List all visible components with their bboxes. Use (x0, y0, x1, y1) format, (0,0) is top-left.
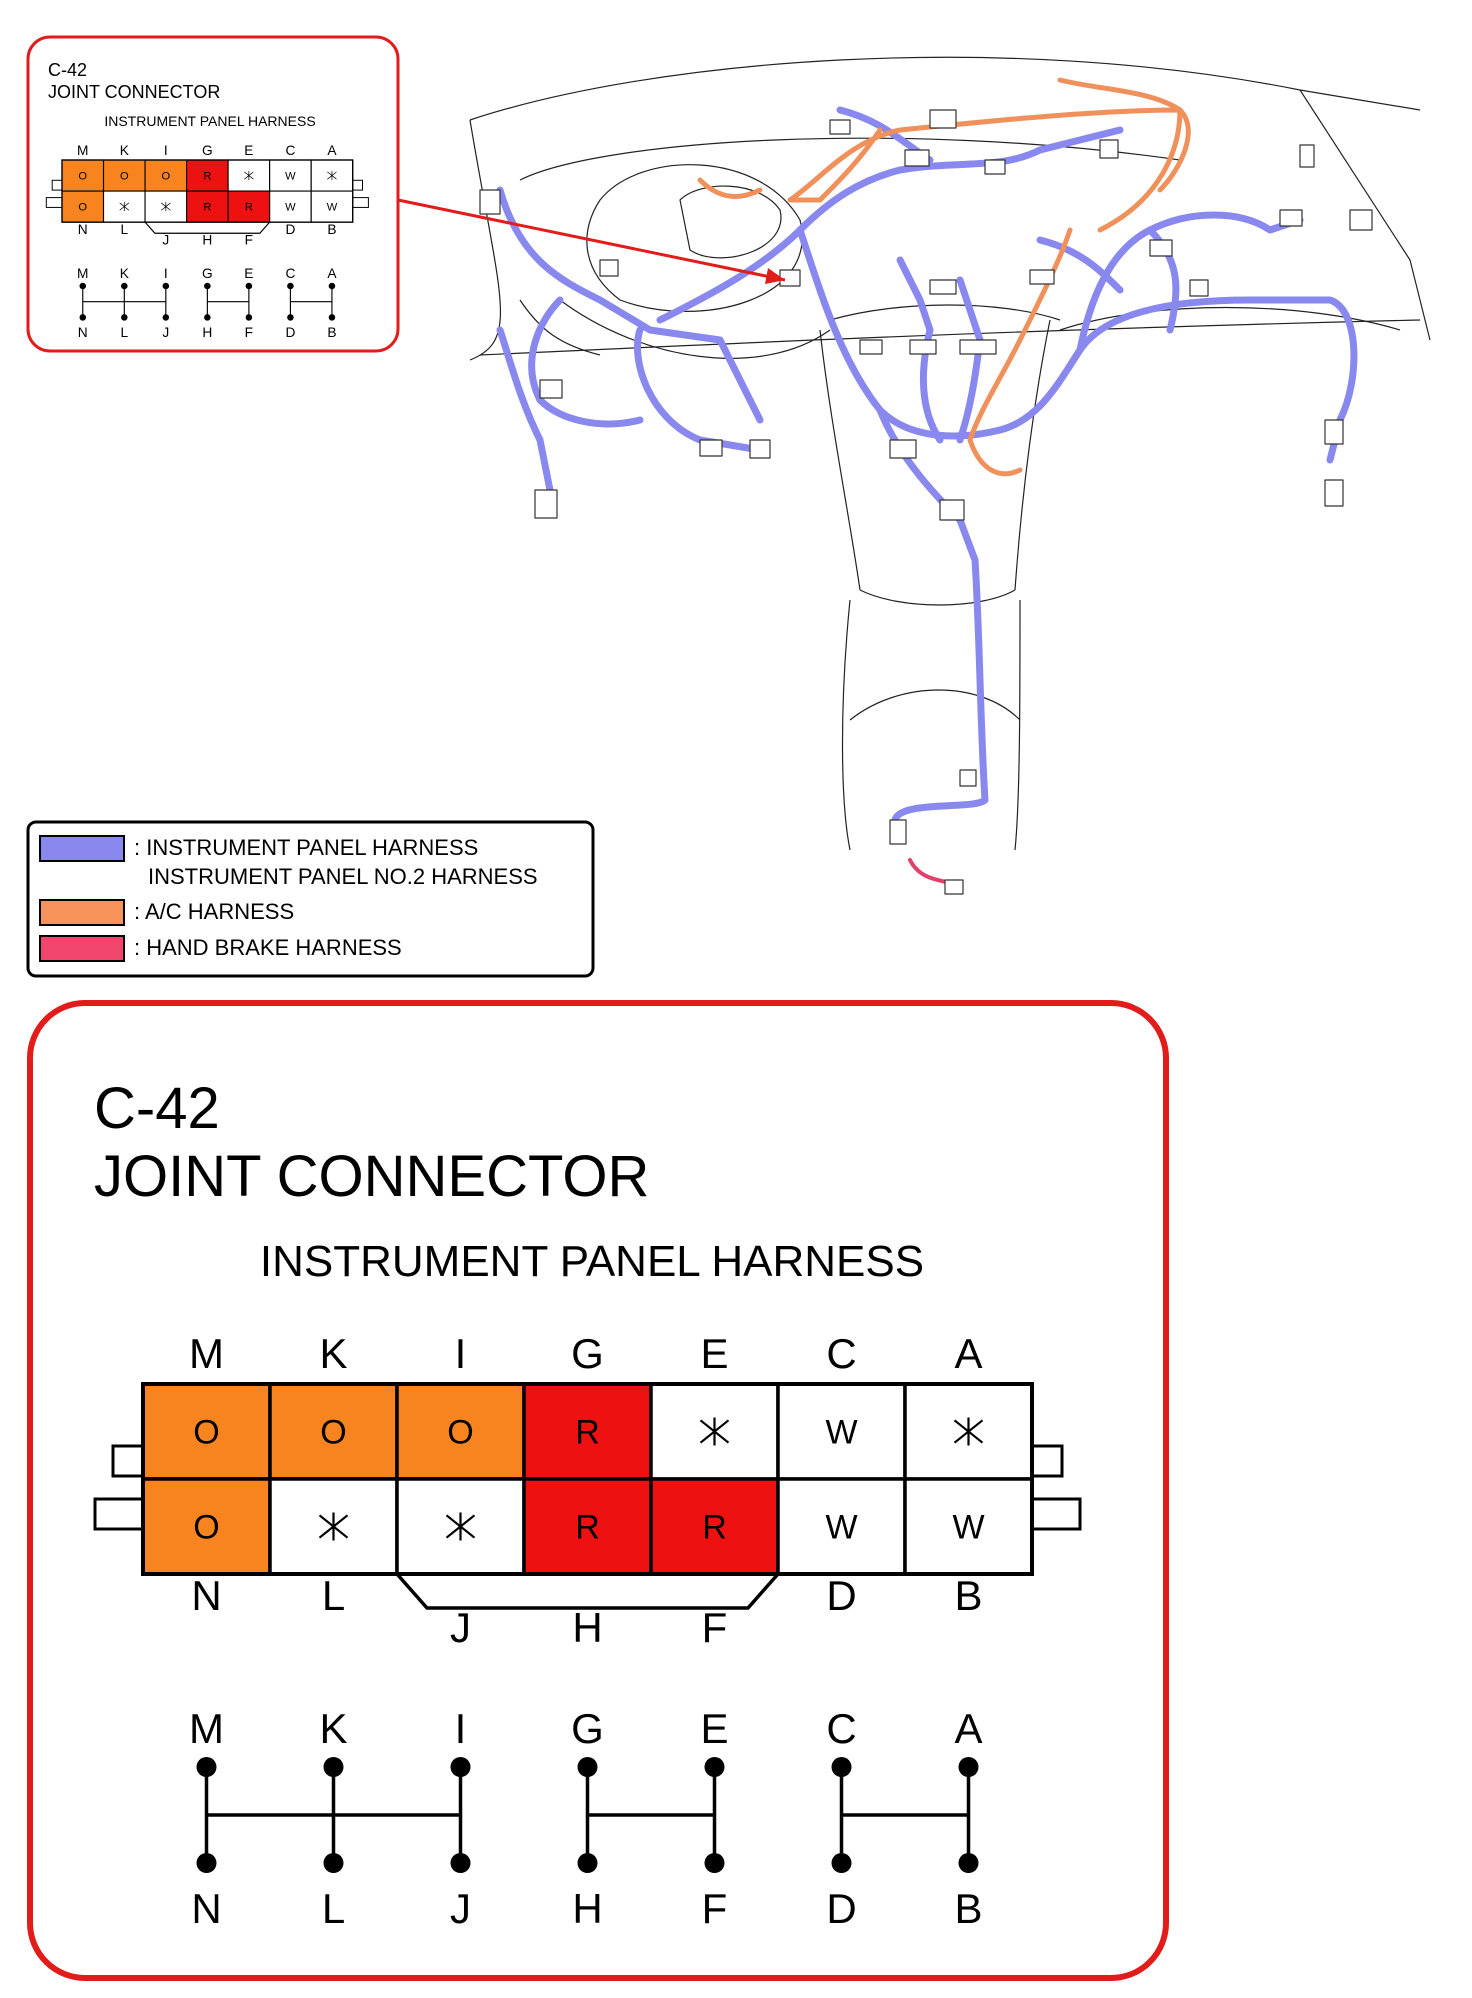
legend-label-instrument-panel-no2: INSTRUMENT PANEL NO.2 HARNESS (148, 864, 538, 889)
schematic-label-I: I (454, 1705, 467, 1752)
pin-label-N: N (191, 1572, 222, 1619)
wire-color-G: R (203, 170, 212, 183)
pin-dot-J (163, 314, 170, 321)
left-tab-upper (113, 1446, 143, 1476)
inset-connector-id: C-42 (48, 60, 88, 80)
left-tab-lower (95, 1499, 143, 1529)
wire-color-B: W (952, 1508, 985, 1547)
dashboard-harness-illustration (470, 57, 1430, 850)
schematic-label-G: G (571, 1705, 604, 1752)
legend-swatch-ac (40, 900, 124, 925)
schematic-label-K: K (319, 1705, 348, 1752)
pin-dot-M (79, 283, 86, 290)
legend-swatch-instrument-panel (40, 836, 124, 861)
wire-color-I: O (161, 170, 171, 183)
legend-label-ac: : A/C HARNESS (134, 899, 295, 924)
schematic-label-N: N (191, 1885, 222, 1932)
pin-label-F: F (244, 232, 254, 248)
wire-color-D: W (825, 1508, 858, 1547)
pin-dot-N (79, 314, 86, 321)
wire-color-C: W (285, 170, 296, 183)
detail-harness-name: INSTRUMENT PANEL HARNESS (259, 1237, 925, 1286)
pin-label-J: J (450, 1604, 471, 1651)
pin-label-H: H (202, 232, 213, 248)
schematic-label-C: C (285, 266, 296, 282)
right-tab-upper (1032, 1446, 1062, 1476)
pin-dot-F (705, 1853, 725, 1873)
schematic-label-G: G (202, 266, 213, 282)
schematic-label-E: E (700, 1705, 729, 1752)
right-tab-lower (353, 198, 369, 208)
right-tab-lower (1032, 1499, 1080, 1529)
pin-dot-B (329, 314, 336, 321)
pin-label-N: N (77, 221, 88, 237)
callout-leader-line (398, 200, 785, 284)
left-tab-lower (46, 198, 62, 208)
schematic-label-L: L (120, 325, 129, 341)
schematic-label-C: C (826, 1705, 857, 1752)
pin-dot-C (287, 283, 294, 290)
left-tab-upper (52, 180, 62, 190)
schematic-label-I: I (163, 266, 168, 282)
schematic-label-J: J (450, 1885, 471, 1932)
pin-label-H: H (572, 1604, 603, 1651)
pin-label-C: C (826, 1330, 857, 1377)
harness-wiring-illustration (480, 80, 1372, 894)
connector-inset (28, 37, 398, 351)
schematic-label-F: F (244, 325, 254, 341)
wire-color-D: W (285, 201, 296, 214)
wire-color-B: W (326, 201, 338, 214)
pin-dot-L (324, 1853, 344, 1873)
wire-color-F: R (702, 1508, 727, 1547)
legend-item-hand-brake (40, 935, 402, 961)
legend-label-hand-brake: : HAND BRAKE HARNESS (134, 935, 402, 960)
wire-color-N: O (193, 1508, 220, 1547)
schematic-label-B: B (954, 1885, 983, 1932)
pin-dot-B (959, 1853, 979, 1873)
inset-connector-type: JOINT CONNECTOR (48, 82, 221, 102)
wire-color-F: R (244, 201, 253, 214)
pin-label-E: E (244, 142, 254, 158)
pin-label-K: K (319, 1330, 348, 1377)
wire-color-K: O (320, 1413, 347, 1452)
schematic-label-L: L (321, 1885, 346, 1932)
pin-dot-I (451, 1757, 471, 1777)
harness-legend (28, 822, 593, 976)
pin-dot-D (832, 1853, 852, 1873)
wire-color-K: O (119, 170, 129, 183)
wire-color-I: O (447, 1413, 474, 1452)
schematic-label-F: F (701, 1885, 728, 1932)
wire-color-M: O (78, 170, 88, 183)
pin-dot-M (197, 1757, 217, 1777)
pin-dot-D (287, 314, 294, 321)
pin-dot-H (578, 1853, 598, 1873)
wire-color-H: R (575, 1508, 600, 1547)
pin-dot-E (705, 1757, 725, 1777)
pin-dot-L (121, 314, 128, 321)
pin-label-G: G (571, 1330, 604, 1377)
schematic-label-D: D (826, 1885, 857, 1932)
pin-dot-H (204, 314, 211, 321)
pin-label-M: M (77, 142, 89, 158)
pin-dot-K (324, 1757, 344, 1777)
pin-label-J: J (162, 232, 170, 248)
legend-swatch-hand-brake (40, 936, 124, 961)
pin-label-K: K (119, 142, 129, 158)
pin-dot-N (197, 1853, 217, 1873)
pin-label-I: I (454, 1330, 467, 1377)
schematic-label-M: M (189, 1705, 224, 1752)
pin-dot-J (451, 1853, 471, 1873)
pin-dot-I (163, 283, 170, 290)
legend-label-instrument-panel: : INSTRUMENT PANEL HARNESS (134, 835, 479, 860)
pin-dot-A (329, 283, 336, 290)
pin-label-E: E (700, 1330, 729, 1377)
schematic-label-N: N (77, 325, 88, 341)
detail-connector-id: C-42 (94, 1076, 220, 1141)
schematic-label-A: A (327, 266, 337, 282)
pin-dot-C (832, 1757, 852, 1777)
schematic-label-M: M (77, 266, 89, 282)
pin-dot-K (121, 283, 128, 290)
wire-color-G: R (575, 1413, 600, 1452)
pin-label-G: G (202, 142, 213, 158)
connector-detail (30, 1003, 1166, 1978)
pin-label-L: L (321, 1572, 346, 1619)
pin-label-B: B (954, 1572, 983, 1619)
pin-dot-G (578, 1757, 598, 1777)
pin-dot-E (246, 283, 253, 290)
wire-color-M: O (193, 1413, 220, 1452)
schematic-label-E: E (244, 266, 254, 282)
detail-connector-type: JOINT CONNECTOR (94, 1144, 650, 1209)
legend-item-ac (40, 899, 294, 925)
pin-label-A: A (954, 1330, 983, 1377)
pin-dot-G (204, 283, 211, 290)
wire-color-N: O (78, 201, 88, 214)
pin-label-L: L (120, 221, 129, 237)
pin-label-B: B (327, 221, 337, 237)
pin-label-C: C (285, 142, 296, 158)
pin-label-D: D (285, 221, 296, 237)
pin-dot-A (959, 1757, 979, 1777)
pin-label-M: M (189, 1330, 224, 1377)
schematic-label-K: K (119, 266, 129, 282)
pin-label-D: D (826, 1572, 857, 1619)
pin-label-A: A (327, 142, 337, 158)
schematic-label-H: H (202, 325, 213, 341)
pin-label-F: F (701, 1604, 728, 1651)
right-tab-upper (353, 180, 363, 190)
wire-color-C: W (825, 1413, 858, 1452)
inset-harness-name: INSTRUMENT PANEL HARNESS (104, 113, 316, 129)
pin-dot-F (246, 314, 253, 321)
wire-color-H: R (203, 201, 212, 214)
pin-label-I: I (163, 142, 168, 158)
schematic-label-A: A (954, 1705, 983, 1752)
schematic-label-J: J (162, 325, 170, 341)
schematic-label-B: B (327, 325, 337, 341)
schematic-label-D: D (285, 325, 296, 341)
schematic-label-H: H (572, 1885, 603, 1932)
